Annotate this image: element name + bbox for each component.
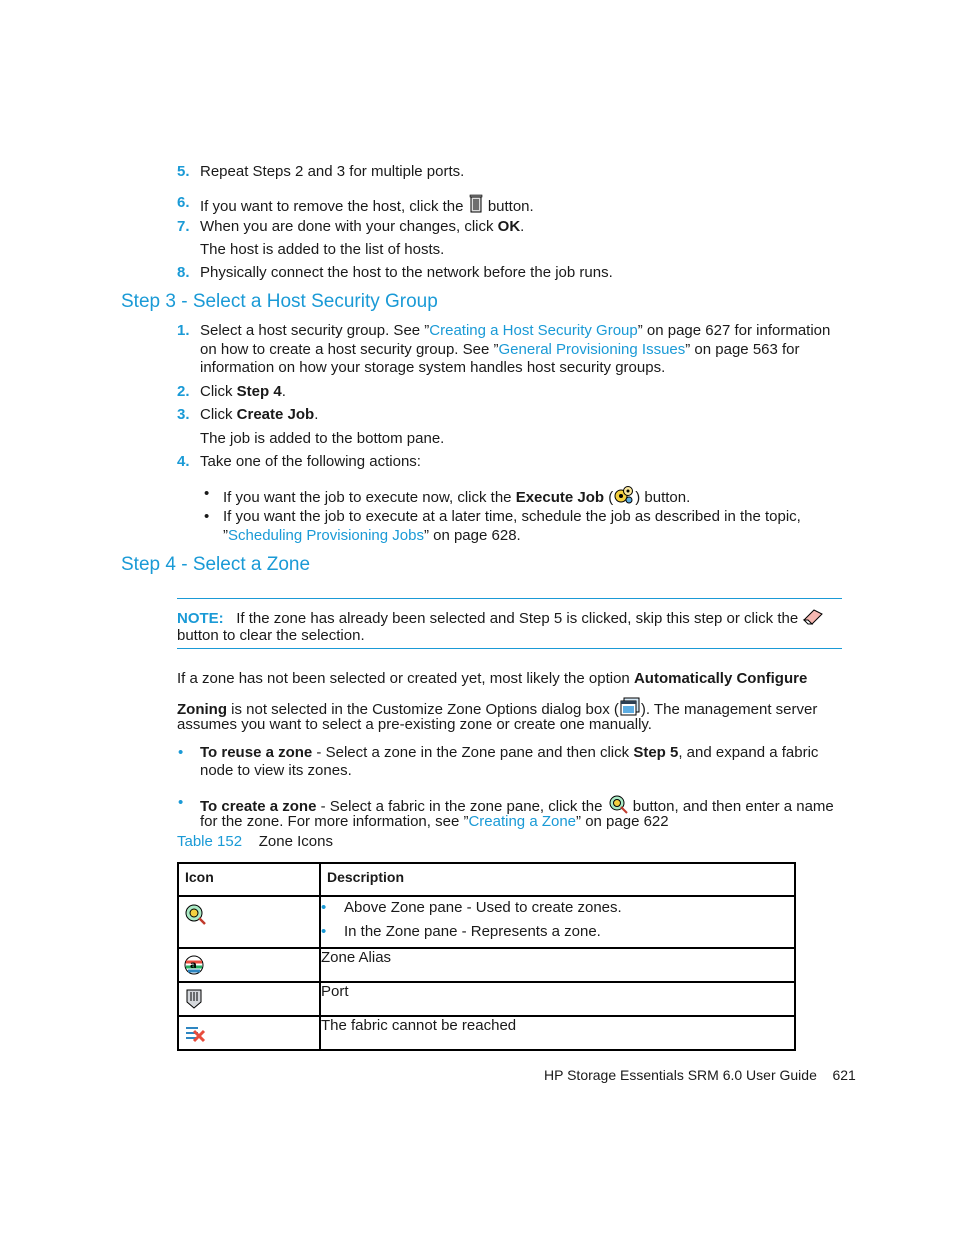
bullet: •	[321, 899, 327, 916]
step-subtext: The host is added to the list of hosts.	[200, 241, 445, 258]
section-heading-step4: Step 4 - Select a Zone	[121, 554, 311, 575]
reuse-zone-text: - Select a zone in the Zone pane and then click	[312, 744, 630, 761]
svg-text:a: a	[190, 960, 197, 971]
step-number: 7.	[177, 218, 190, 235]
para-line1	[177, 670, 807, 688]
step-text-post: ” on page 563 for	[685, 341, 800, 358]
create-zone-post: button, and then enter a name	[632, 798, 834, 815]
bullet: •	[204, 485, 210, 502]
step-text-pre: If you want to remove the host, click the	[200, 198, 464, 215]
step-text: Repeat Steps 2 and 3 for multiple ports.	[200, 163, 465, 180]
para-text: is not selected in the Customize Zone Options dialog box (	[231, 701, 619, 718]
table-caption	[177, 833, 333, 851]
step-text-pre: When you are done with your changes, click	[200, 218, 494, 235]
step-text: Take one of the following actions:	[200, 453, 421, 470]
step-text-post: .	[281, 383, 286, 400]
step-text	[200, 406, 318, 424]
table-cell-icon	[178, 896, 320, 948]
create-zone-text: - Select a fabric in the zone pane, click the	[316, 798, 603, 815]
paren-close: ) button.	[635, 489, 691, 506]
column-header-description: Description	[320, 863, 795, 896]
step-text-pre: Click	[200, 383, 233, 400]
table-row	[178, 1016, 795, 1050]
bullet: •	[178, 794, 184, 811]
step-text-pre: Click	[200, 406, 233, 423]
step-text-pre: on how to create a host security group. See ”	[200, 341, 499, 358]
description-text: In the Zone pane - Represents a zone.	[344, 923, 601, 940]
step-text-mid: ” on page 627 for information	[637, 322, 831, 339]
table-cell-icon	[178, 1016, 320, 1050]
zone-icons-table	[177, 862, 796, 1051]
description-item	[321, 923, 794, 945]
eraser-icon	[802, 608, 824, 631]
description-item	[321, 899, 794, 921]
bullet: •	[204, 508, 210, 525]
trash-icon	[468, 194, 484, 219]
bullet-text-line2	[223, 527, 521, 545]
create-zone-label: To create a zone	[200, 798, 317, 815]
table-header-row	[178, 863, 795, 896]
table-caption-label: Table 152	[177, 833, 243, 850]
step-text	[200, 218, 524, 236]
step-text	[200, 383, 286, 401]
create-zone-line2	[200, 813, 669, 831]
table-cell-description: Zone Alias	[320, 948, 795, 982]
paren-open: (	[608, 489, 614, 506]
step-number: 1.	[177, 322, 190, 339]
create-zone-post: ” on page 622	[576, 813, 669, 830]
note-rule-bottom	[177, 648, 842, 649]
page-footer	[544, 1066, 856, 1084]
step-number: 3.	[177, 406, 190, 423]
step-number: 2.	[177, 383, 190, 400]
link-general-provisioning-issues[interactable]: General Provisioning Issues	[498, 341, 686, 358]
note-line2: button to clear the selection.	[177, 627, 365, 644]
auto-configure-label: Automatically Configure	[633, 670, 808, 687]
create-zone-pre: for the zone. For more information, see ”	[200, 813, 469, 830]
execute-job-label: Execute Job	[515, 489, 605, 506]
bullet: •	[178, 744, 184, 761]
quote: ”	[223, 527, 228, 544]
section-heading-step3: Step 3 - Select a Host Security Group	[121, 291, 438, 312]
para-text-post: ). The management server	[640, 701, 818, 718]
zone-icon	[183, 912, 207, 929]
step5-label: Step 5	[633, 744, 679, 761]
bullet-text	[223, 485, 690, 510]
bullet-text-post: ” on page 628.	[423, 527, 521, 544]
step-subtext: The job is added to the bottom pane.	[200, 430, 445, 447]
bullet-text: If you want the job to execute at a later time, schedule the job as described in the topic,	[223, 508, 801, 525]
step-text-post: .	[520, 218, 525, 235]
link-creating-a-zone[interactable]: Creating a Zone	[468, 813, 577, 830]
step-text: Physically connect the host to the network before the job runs.	[200, 264, 613, 281]
table-row	[178, 896, 795, 948]
table-cell-description: Port	[320, 982, 795, 1016]
table-cell-icon	[178, 948, 320, 982]
table-row	[178, 982, 795, 1016]
step-number: 5.	[177, 163, 190, 180]
para-line3: assumes you want to select a pre-existing zone or create one manually.	[177, 716, 652, 733]
step-text-pre: Select a host security group. See ”	[200, 322, 430, 339]
page-number: 621	[832, 1067, 856, 1083]
table-cell-description	[320, 896, 795, 948]
table-caption-text: Zone Icons	[258, 833, 333, 850]
ok-label: OK	[497, 218, 521, 235]
step4-label: Step 4	[236, 383, 282, 400]
bullet: •	[321, 923, 327, 940]
para-text: If a zone has not been selected or created yet, most likely the option	[177, 670, 630, 687]
note-rule-top	[177, 598, 842, 599]
step-text-line3: information on how your storage system handles host security groups.	[200, 359, 666, 376]
note-text: If the zone has already been selected and Step 5 is clicked, skip this step or click the	[236, 610, 799, 627]
reuse-zone-line1	[200, 744, 818, 762]
column-header-icon: Icon	[178, 863, 320, 896]
step-number: 4.	[177, 453, 190, 470]
link-creating-host-security-group[interactable]: Creating a Host Security Group	[429, 322, 638, 339]
zoning-label: Zoning	[177, 701, 227, 718]
create-job-label: Create Job	[236, 406, 315, 423]
execute-job-icon	[613, 485, 635, 510]
step-text	[200, 194, 534, 219]
reuse-zone-line2: node to view its zones.	[200, 762, 352, 779]
table-cell-description: The fabric cannot be reached	[320, 1016, 795, 1050]
reuse-zone-post: , and expand a fabric	[678, 744, 819, 761]
step-text-post: button.	[487, 198, 534, 215]
bullet-text-pre: If you want the job to execute now, click the	[223, 489, 512, 506]
fabric-unreachable-icon	[183, 1031, 207, 1048]
link-scheduling-provisioning-jobs[interactable]: Scheduling Provisioning Jobs	[228, 527, 424, 544]
reuse-zone-label: To reuse a zone	[200, 744, 313, 761]
step-text	[200, 322, 830, 340]
step-number: 8.	[177, 264, 190, 281]
table-cell-icon	[178, 982, 320, 1016]
footer-title: HP Storage Essentials SRM 6.0 User Guide	[544, 1067, 817, 1083]
step-number: 6.	[177, 194, 190, 211]
port-icon	[183, 997, 207, 1014]
step-text-post: .	[314, 406, 319, 423]
note-label: NOTE:	[177, 610, 224, 627]
zone-alias-icon	[183, 960, 207, 980]
description-text: Above Zone pane - Used to create zones.	[344, 899, 622, 916]
step-text-line2	[200, 341, 800, 359]
table-row	[178, 948, 795, 982]
